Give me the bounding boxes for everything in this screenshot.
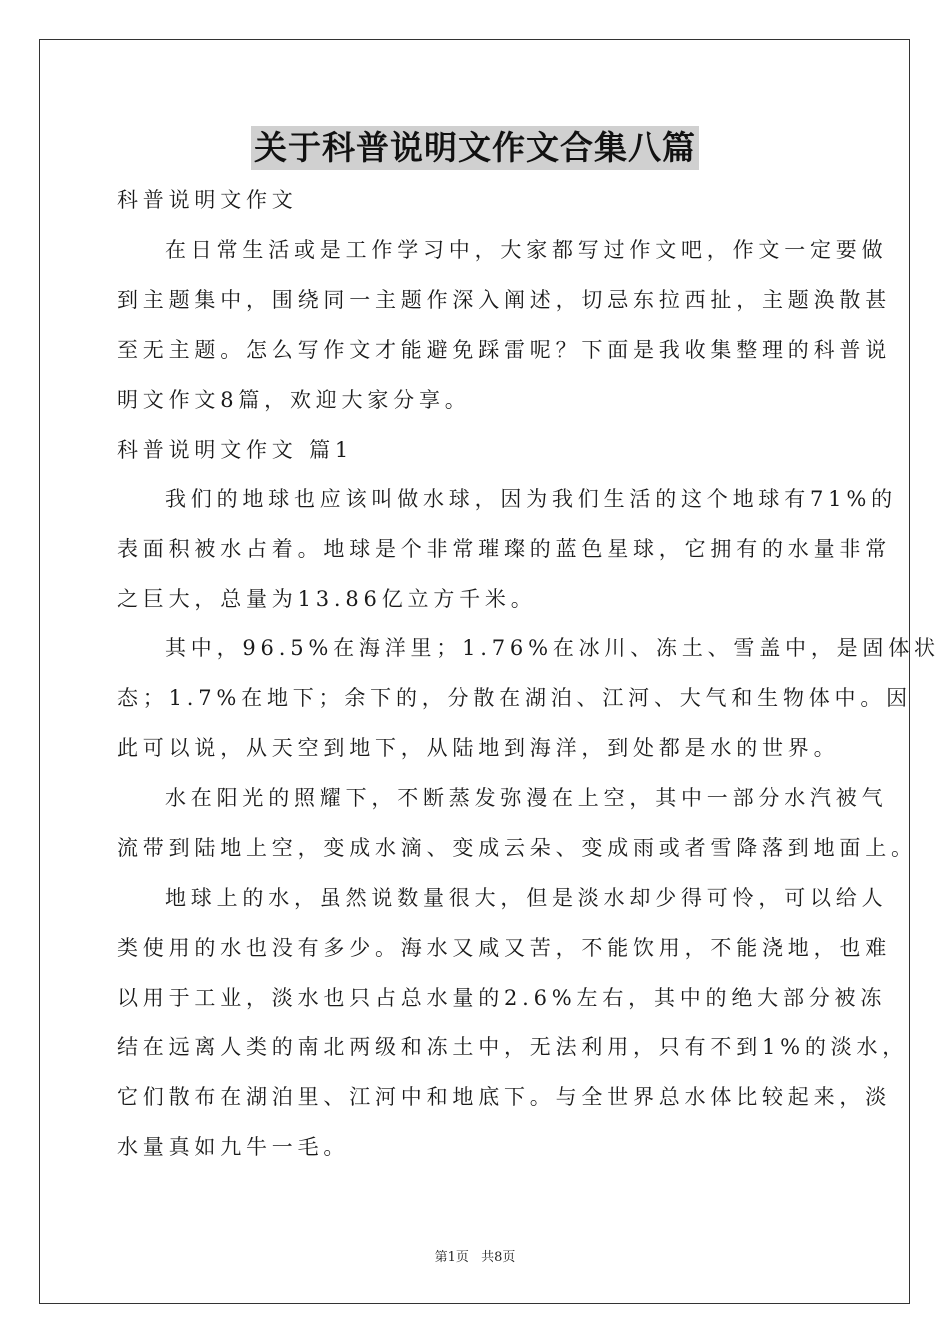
- page-footer: [0, 1246, 950, 1265]
- document-title: 关于科普说明文作文合集八篇: [251, 126, 699, 170]
- paragraph-line: 水在阳光的照耀下，不断蒸发弥漫在上空，其中一部分水汽被气: [165, 786, 888, 810]
- section-heading: 科普说明文作文: [117, 188, 298, 212]
- page-total: 共8页: [481, 1250, 516, 1265]
- paragraph-line: 明文作文8篇，欢迎大家分享。: [117, 388, 471, 412]
- paragraph-line: 结在远离人类的南北两级和冻土中，无法利用，只有不到1%的淡水，: [117, 1035, 909, 1059]
- paragraph-line: 我们的地球也应该叫做水球，因为我们生活的这个地球有71%的: [165, 487, 897, 511]
- paragraph-line: 它们散布在湖泊里、江河中和地底下。与全世界总水体比较起来，淡: [117, 1085, 891, 1109]
- paragraph-line: 之巨大，总量为13.86亿立方千米。: [117, 587, 537, 611]
- paragraph-line: 表面积被水占着。地球是个非常璀璨的蓝色星球，它拥有的水量非常: [117, 537, 891, 561]
- paragraph-line: 流带到陆地上空，变成水滴、变成云朵、变成雨或者雪降落到地面上。: [117, 836, 917, 860]
- paragraph-line: 地球上的水，虽然说数量很大，但是淡水却少得可怜，可以给人: [165, 886, 888, 910]
- paragraph-line: 其中，96.5%在海洋里；1.76%在冰川、冻土、雪盖中，是固体状: [165, 636, 940, 660]
- title-container: [0, 126, 950, 170]
- page-border: [39, 39, 910, 1304]
- paragraph-line: 类使用的水也没有多少。海水又咸又苦，不能饮用，不能浇地，也难: [117, 936, 891, 960]
- page-number: 第1页: [434, 1250, 469, 1265]
- paragraph-line: 到主题集中，围绕同一主题作深入阐述，切忌东拉西扯，主题涣散甚: [117, 288, 891, 312]
- paragraph-line: 态；1.7%在地下；余下的，分散在湖泊、江河、大气和生物体中。因: [117, 686, 912, 710]
- paragraph-line: 在日常生活或是工作学习中，大家都写过作文吧，作文一定要做: [165, 238, 888, 262]
- paragraph-line: 水量真如九牛一毛。: [117, 1135, 350, 1159]
- paragraph-line: 此可以说，从天空到地下，从陆地到海洋，到处都是水的世界。: [117, 736, 840, 760]
- paragraph-line: 至无主题。怎么写作文才能避免踩雷呢？下面是我收集整理的科普说: [117, 338, 891, 362]
- section-heading: 科普说明文作文 篇1: [117, 438, 354, 462]
- paragraph-line: 以用于工业，淡水也只占总水量的2.6%左右，其中的绝大部分被冻: [117, 986, 887, 1010]
